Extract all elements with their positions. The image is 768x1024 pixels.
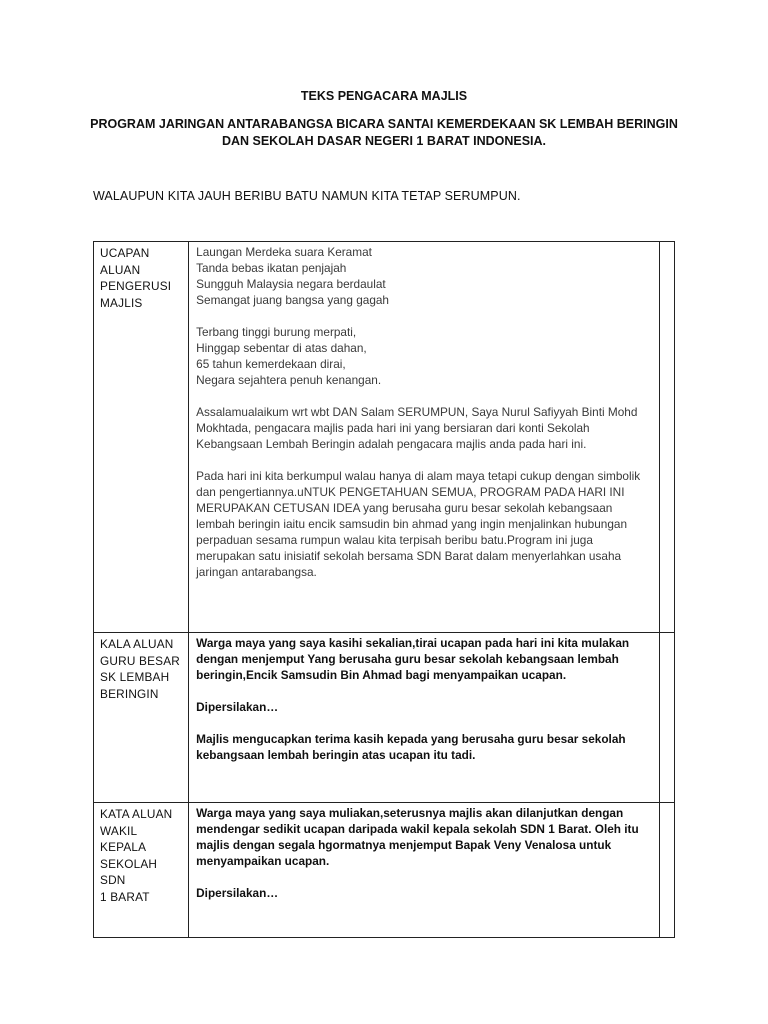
poem-line: Sungguh Malaysia negara berdaulat	[196, 277, 386, 291]
motto-text: WALAUPUN KITA JAUH BERIBU BATU NAMUN KITA TETAP SERUMPUN.	[93, 189, 521, 203]
invitation-paragraph: Warga maya yang saya kasihi sekalian,tirai ucapan pada hari ini kita mulakan dengan menjemput Yang berusaha guru besar sekolah kebangsaan lembah beringin,Encik Samsudin Bin Ahmad bagi menyampaikan ucapan.	[196, 636, 630, 682]
program-title	[0, 116, 768, 150]
section-label-line: MAJLIS	[100, 295, 143, 310]
section-label-line: GURU BESAR	[100, 653, 181, 668]
program-intro-paragraph: Pada hari ini kita berkumpul walau hanya di alam maya tetapi cukup dengan simbolik dan pengertiannya.uNTUK PENGETAHUAN SEMUA, PROGRAM PADA HARI INI MERUPAKAN CETUSAN IDEA yang berusaha guru besar sekolah kebangsaan lembah beringin iaitu encik samsudin bin ahmad yang ingin menjalinkan hubungan perpaduan sesama rumpun walau kita terpisah beribu batu.Program ini juga merupakan satu inisiatif sekolah bersama SDN Barat dalam menyerlahkan usaha jaringan antarabangsa.	[196, 469, 641, 579]
empty-cell	[659, 242, 674, 633]
section-label-line: WAKIL	[100, 823, 138, 838]
empty-cell	[659, 633, 674, 803]
poem-line: Hinggap sebentar di atas dahan,	[196, 341, 367, 355]
empty-cell	[659, 803, 674, 938]
poem-line: Semangat juang bangsa yang gagah	[196, 293, 389, 307]
poem-stanza	[196, 324, 651, 388]
program-title-line-1: PROGRAM JARINGAN ANTARABANGSA BICARA SANTAI KEMERDEKAAN SK LEMBAH BERINGIN	[90, 117, 678, 131]
section-label-line: UCAPAN	[100, 246, 150, 260]
section-label-cell	[94, 803, 189, 938]
script-table	[93, 241, 675, 938]
section-label-cell	[94, 633, 189, 803]
section-label-line: BERINGIN	[100, 686, 159, 701]
section-label-line: 1 BARAT	[100, 889, 150, 904]
section-label-line: PENGERUSI	[100, 279, 172, 293]
section-content-cell	[189, 633, 660, 803]
poem-line: 65 tahun kemerdekaan dirai,	[196, 357, 346, 371]
section-content-cell	[189, 242, 660, 633]
poem-line: Tanda bebas ikatan penjajah	[196, 261, 347, 275]
section-label-line: SEKOLAH SDN	[100, 856, 158, 887]
invitation-paragraph: Warga maya yang saya muliakan,seterusnya majlis akan dilanjutkan dengan mendengar sedikit ucapan daripada wakil kepala sekolah SDN 1 Barat. Oleh itu majlis dengan segala hgormatnya menjemput Bapak Veny Venalosa untuk menyampaikan ucapan.	[196, 806, 639, 868]
poem-line: Laungan Merdeka suara Keramat	[196, 245, 372, 259]
section-label-line: KALA ALUAN	[100, 637, 174, 651]
invitation-call: Dipersilakan…	[196, 700, 279, 714]
section-label-line: KEPALA	[100, 840, 147, 854]
table-row	[94, 803, 675, 938]
section-label-line: ALUAN	[100, 262, 141, 277]
poem-stanza	[196, 244, 651, 308]
program-title-line-2: DAN SEKOLAH DASAR NEGERI 1 BARAT INDONESIA.	[221, 134, 547, 148]
section-label-cell	[94, 242, 189, 633]
section-content-cell	[189, 803, 660, 938]
poem-line: Terbang tinggi burung merpati,	[196, 325, 357, 339]
thanks-paragraph: Majlis mengucapkan terima kasih kepada yang berusaha guru besar sekolah kebangsaan lembah beringin atas ucapan itu tadi.	[196, 732, 626, 762]
table-row	[94, 242, 675, 633]
section-label-line: SK LEMBAH	[100, 670, 170, 684]
document-heading: TEKS PENGACARA MAJLIS	[300, 89, 468, 103]
table-row	[94, 633, 675, 803]
invitation-call: Dipersilakan…	[196, 886, 279, 900]
greeting-paragraph: Assalamualaikum wrt wbt DAN Salam SERUMPUN, Saya Nurul Safiyyah Binti Mohd Mokhtada, pengacara majlis pada hari ini yang bersiaran dari konti Sekolah Kebangsaan Lembah Beringin adalah pengacara majlis anda pada hari ini.	[196, 405, 638, 451]
section-label-line: KATA ALUAN	[100, 807, 173, 821]
poem-line: Negara sejahtera penuh kenangan.	[196, 373, 382, 387]
